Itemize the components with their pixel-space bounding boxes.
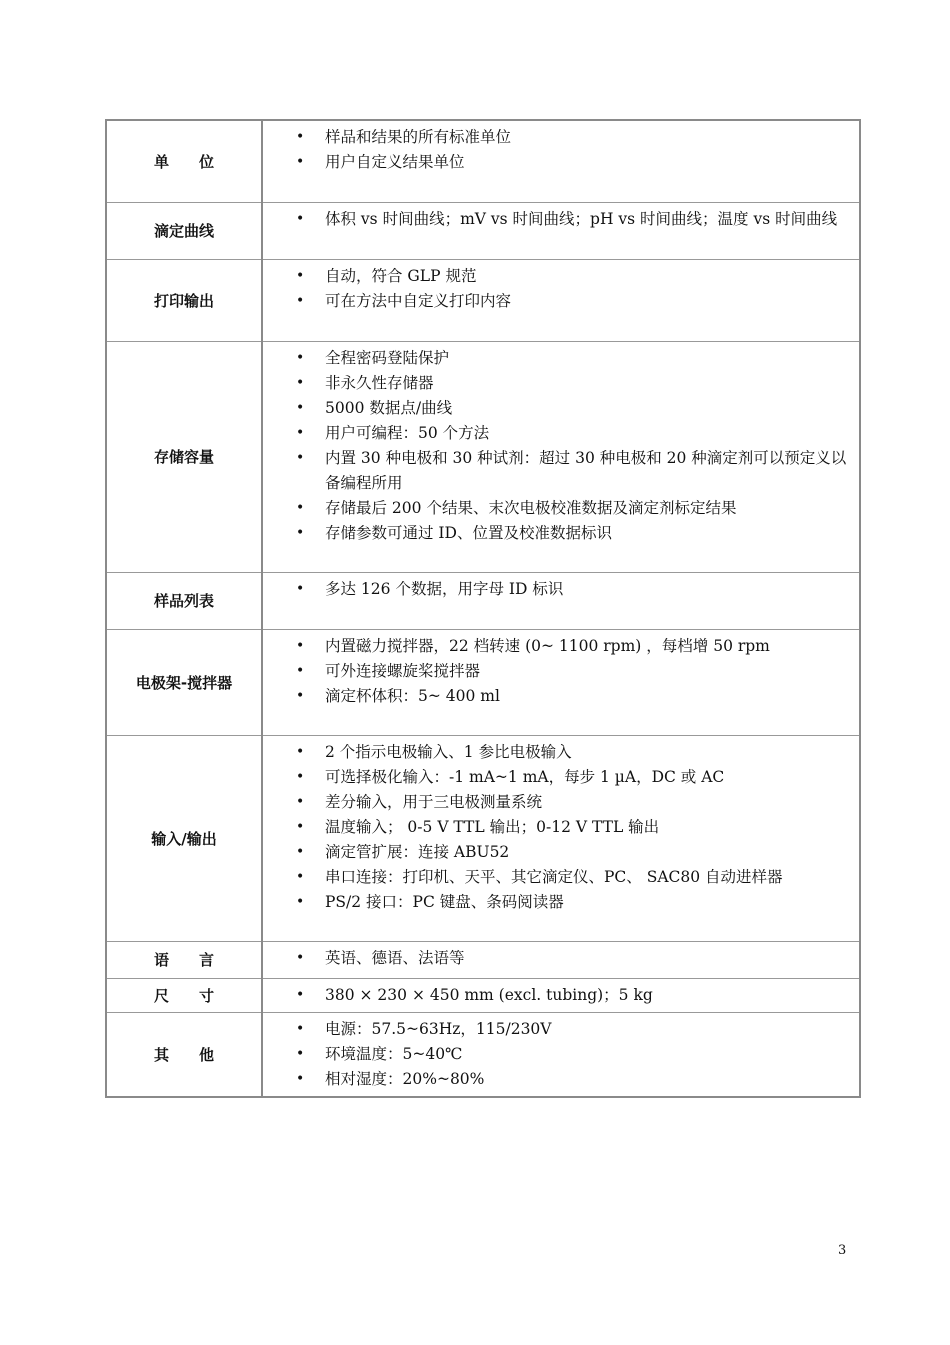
bullet-item — [263, 150, 853, 175]
spec-row-storage — [106, 341, 860, 572]
bullet-text: 存储最后 200 个结果、末次电极校准数据及滴定剂标定结果 — [325, 498, 737, 517]
bullet-item — [263, 289, 853, 314]
bullet-item — [263, 396, 853, 421]
spec-content — [262, 1012, 860, 1097]
spec-row-titration-curve — [106, 202, 860, 259]
bullet-icon: • — [296, 662, 305, 679]
bullet-list — [263, 1017, 853, 1092]
bullet-text: 体积 vs 时间曲线；mV vs 时间曲线；pH vs 时间曲线；温度 vs 时间曲线 — [325, 209, 838, 228]
spec-label-text: 存储容量 — [153, 448, 214, 466]
bullet-icon: • — [296, 399, 305, 416]
spec-row-input-output — [106, 735, 860, 941]
bullet-text: 英语、德语、法语等 — [325, 948, 465, 967]
bullet-list — [263, 983, 853, 1008]
bullet-icon: • — [296, 743, 305, 760]
spec-label — [106, 941, 262, 978]
spec-content — [262, 120, 860, 202]
bullet-item — [263, 371, 853, 396]
spec-row-electrode-stand — [106, 629, 860, 735]
bullet-item — [263, 865, 853, 890]
bullet-text: 5000 数据点/曲线 — [325, 398, 453, 417]
bullet-list — [263, 740, 853, 915]
bullet-icon: • — [296, 267, 305, 284]
bullet-list — [263, 264, 853, 314]
bullet-item — [263, 496, 853, 521]
bullet-icon: • — [296, 154, 305, 170]
spec-row-print-output — [106, 259, 860, 341]
bullet-icon: • — [296, 1020, 305, 1037]
bullet-item — [263, 840, 853, 865]
bullet-icon: • — [296, 949, 305, 966]
spec-label-text: 单 位 — [153, 152, 214, 171]
spec-row-language — [106, 941, 860, 978]
spec-label — [106, 572, 262, 629]
bullet-text: 串口连接：打印机、天平、其它滴定仪、PC、 SAC80 自动进样器 — [325, 867, 783, 886]
bullet-text: 2 个指示电极输入、1 参比电极输入 — [325, 742, 572, 761]
bullet-text: 可在方法中自定义打印内容 — [325, 291, 512, 310]
bullet-text: PS/2 接口：PC 键盘、条码阅读器 — [325, 892, 564, 911]
bullet-text: 内置 30 种电极和 30 种试剂：超过 30 种电极和 20 种滴定剂可以预定义以备编程所用 — [325, 448, 847, 492]
bullet-item — [263, 446, 853, 496]
bullet-item — [263, 521, 853, 546]
spec-content — [262, 978, 860, 1012]
spec-label-text: 输入/输出 — [151, 829, 217, 848]
bullet-icon: • — [296, 210, 305, 227]
bullet-item — [263, 946, 853, 971]
bullet-text: 差分输入，用于三电极测量系统 — [325, 792, 543, 811]
spec-label-text: 其 他 — [153, 1045, 214, 1064]
spec-label — [106, 978, 262, 1012]
bullet-text: 滴定管扩展：连接 ABU52 — [325, 842, 510, 861]
bullet-item — [263, 659, 853, 684]
bullet-item — [263, 815, 853, 840]
bullet-item — [263, 346, 853, 371]
spec-content — [262, 941, 860, 978]
bullet-icon: • — [296, 637, 305, 654]
bullet-item — [263, 125, 853, 150]
bullet-list — [263, 946, 853, 971]
bullet-item — [263, 1067, 853, 1092]
bullet-list — [263, 634, 853, 709]
bullet-item — [263, 890, 853, 915]
bullet-text: 自动，符合 GLP 规范 — [325, 266, 477, 285]
bullet-list — [263, 207, 853, 232]
bullet-item — [263, 577, 853, 602]
spec-label — [106, 1012, 262, 1097]
bullet-icon: • — [296, 449, 305, 466]
spec-content — [262, 341, 860, 572]
bullet-icon: • — [296, 843, 305, 860]
spec-label — [106, 735, 262, 941]
bullet-icon: • — [296, 424, 305, 441]
bullet-item — [263, 634, 853, 659]
spec-label — [106, 629, 262, 735]
bullet-icon: • — [296, 793, 305, 810]
spec-label-text: 打印输出 — [153, 291, 214, 310]
bullet-text: 380 × 230 × 450 mm (excl. tubing)；5 kg — [325, 985, 653, 1004]
spec-row-other — [106, 1012, 860, 1097]
bullet-list — [263, 577, 853, 602]
bullet-item — [263, 790, 853, 815]
bullet-icon: • — [296, 524, 305, 541]
bullet-icon: • — [296, 986, 305, 1003]
bullet-item — [263, 1017, 853, 1042]
spec-content — [262, 629, 860, 735]
spec-label — [106, 341, 262, 572]
spec-label — [106, 259, 262, 341]
bullet-list — [263, 125, 853, 175]
bullet-icon: • — [296, 349, 305, 366]
spec-label-text: 滴定曲线 — [153, 222, 214, 240]
bullet-text: 温度输入； 0-5 V TTL 输出；0-12 V TTL 输出 — [325, 817, 660, 836]
bullet-icon: • — [296, 1045, 305, 1062]
bullet-text: 滴定杯体积：5~ 400 ml — [325, 686, 500, 705]
bullet-item — [263, 684, 853, 709]
spec-content — [262, 572, 860, 629]
bullet-icon: • — [296, 868, 305, 885]
bullet-icon: • — [296, 499, 305, 516]
bullet-list — [263, 346, 853, 546]
spec-label — [106, 120, 262, 202]
bullet-text: 用户可编程：50 个方法 — [325, 423, 490, 442]
spec-label-text: 尺 寸 — [153, 986, 214, 1005]
bullet-text: 可选择极化输入：-1 mA~1 mA，每步 1 µA，DC 或 AC — [325, 767, 725, 786]
bullet-text: 多达 126 个数据，用字母 ID 标识 — [325, 579, 564, 598]
bullet-text: 可外连接螺旋桨搅拌器 — [325, 661, 481, 680]
bullet-item — [263, 765, 853, 790]
spec-table — [105, 119, 861, 1098]
bullet-item — [263, 264, 853, 289]
spec-content — [262, 259, 860, 341]
bullet-item — [263, 421, 853, 446]
bullet-icon: • — [296, 768, 305, 785]
bullet-text: 全程密码登陆保护 — [325, 348, 450, 367]
bullet-icon: • — [296, 129, 305, 145]
spec-row-sample-list — [106, 572, 860, 629]
bullet-icon: • — [296, 1070, 305, 1087]
bullet-text: 用户自定义结果单位 — [325, 153, 465, 171]
spec-label — [106, 202, 262, 259]
bullet-text: 电源：57.5~63Hz，115/230V — [325, 1019, 552, 1038]
bullet-item — [263, 207, 853, 232]
bullet-text: 存储参数可通过 ID、位置及校准数据标识 — [325, 523, 612, 542]
spec-row-dimensions — [106, 978, 860, 1012]
bullet-icon: • — [296, 893, 305, 910]
spec-row-unit — [106, 120, 860, 202]
bullet-text: 内置磁力搅拌器，22 档转速 (0~ 1100 rpm) ，每档增 50 rpm — [325, 636, 770, 655]
spec-content — [262, 735, 860, 941]
bullet-icon: • — [296, 580, 305, 597]
bullet-text: 样品和结果的所有标准单位 — [325, 128, 512, 146]
bullet-icon: • — [296, 818, 305, 835]
spec-label-text: 语 言 — [153, 951, 214, 969]
spec-label-text: 样品列表 — [153, 592, 214, 610]
page-number: 3 — [838, 1243, 847, 1258]
bullet-item — [263, 983, 853, 1008]
bullet-item — [263, 740, 853, 765]
bullet-icon: • — [296, 687, 305, 704]
bullet-icon: • — [296, 374, 305, 391]
spec-label-text: 电极架-搅拌器 — [135, 673, 233, 692]
bullet-text: 环境温度：5~40℃ — [325, 1044, 463, 1063]
bullet-text: 非永久性存储器 — [325, 373, 434, 392]
bullet-icon: • — [296, 292, 305, 309]
bullet-item — [263, 1042, 853, 1067]
spec-content — [262, 202, 860, 259]
bullet-text: 相对湿度：20%~80% — [325, 1069, 485, 1088]
